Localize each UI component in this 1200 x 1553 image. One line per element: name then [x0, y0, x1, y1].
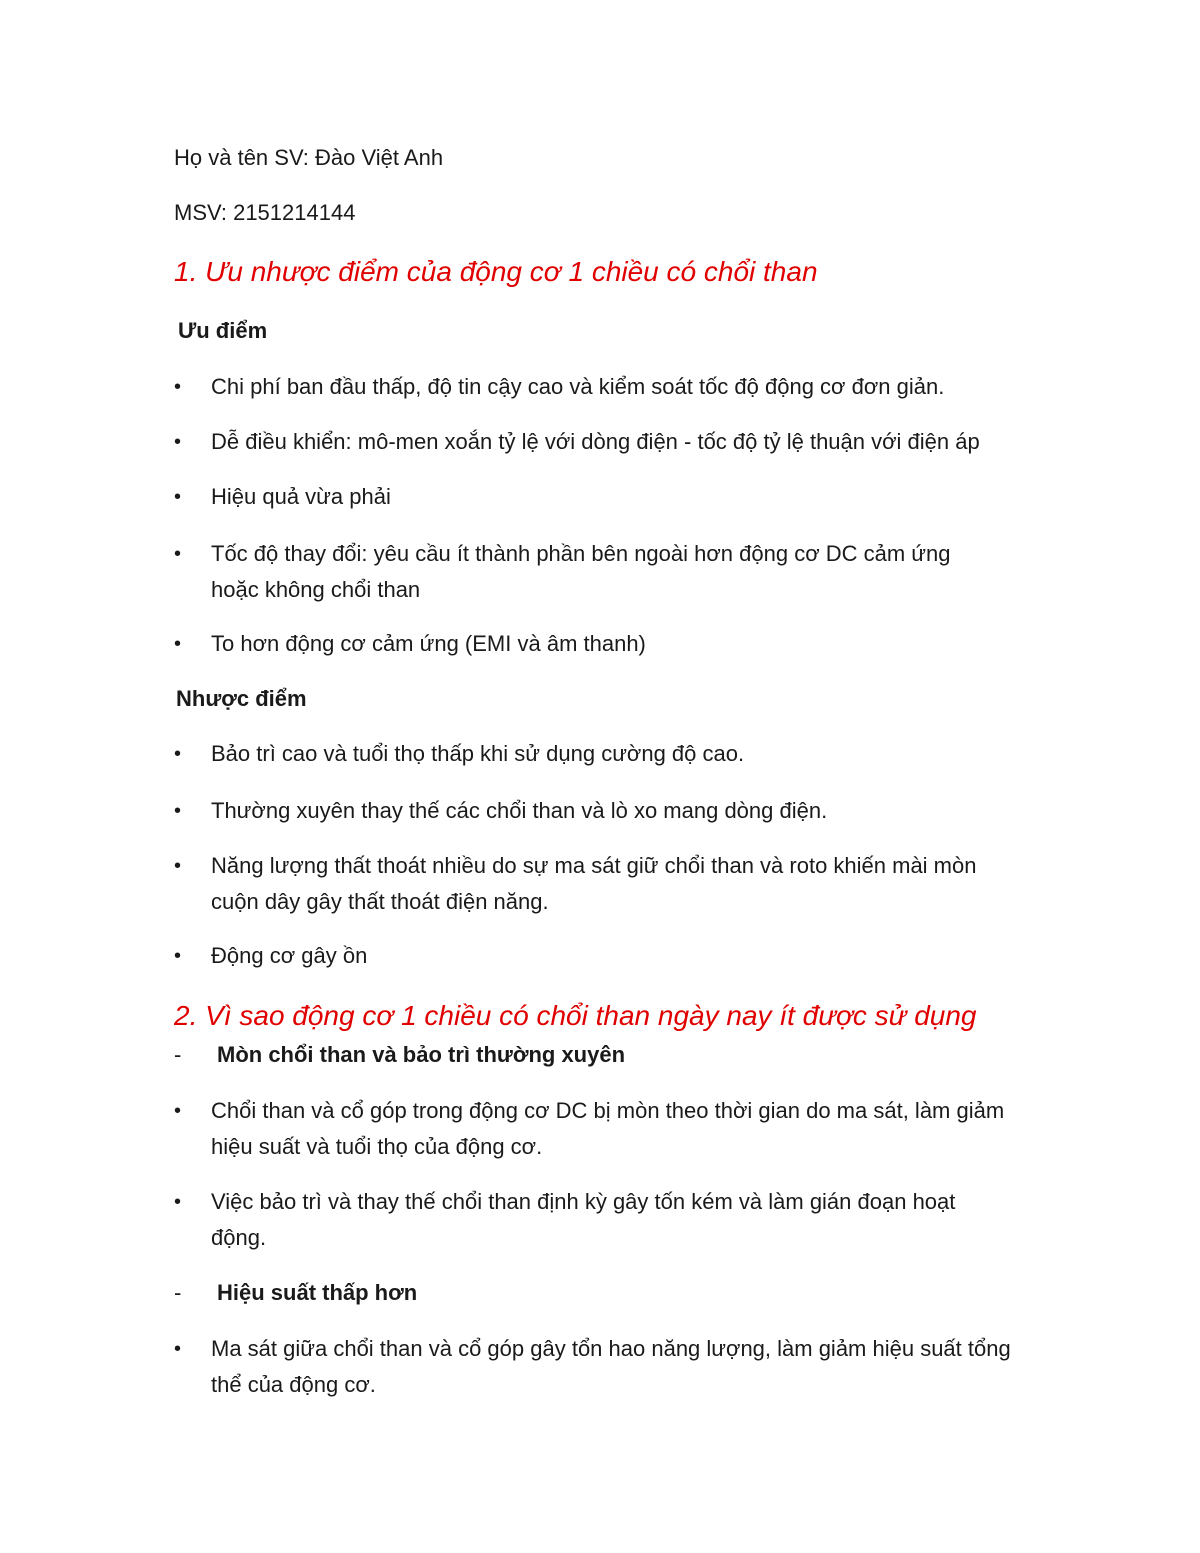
bullet-icon: •: [174, 1100, 182, 1122]
bullet-icon: •: [174, 543, 182, 565]
list-item: • Dễ điều khiển: mô-men xoắn tỷ lệ với dòng điện - tốc độ tỷ lệ thuận với điện áp: [174, 424, 1044, 460]
list-item: • Chổi than và cổ góp trong động cơ DC bị mòn theo thời gian do ma sát, làm giảm hiệu suất và tuổi thọ của động cơ.: [174, 1093, 1044, 1165]
bullet-icon: •: [174, 633, 182, 655]
bullet-icon: •: [174, 376, 182, 398]
bullet-icon: •: [174, 486, 182, 508]
list-item: • Chi phí ban đầu thấp, độ tin cậy cao và kiểm soát tốc độ động cơ đơn giản.: [174, 369, 1044, 405]
section-2-heading: 2. Vì sao động cơ 1 chiều có chổi than ngày nay ít được sử dụng: [174, 1000, 977, 1031]
student-name-line: Họ và tên SV: Đào Việt Anh: [174, 145, 444, 170]
list-item: • Bảo trì cao và tuổi thọ thấp khi sử dụng cường độ cao.: [174, 736, 1044, 772]
bullet-icon: •: [174, 1191, 182, 1213]
bullet-icon: •: [174, 855, 182, 877]
list-item: • Thường xuyên thay thế các chổi than và lò xo mang dòng điện.: [174, 793, 1044, 829]
document-page: Họ và tên SV: Đào Việt Anh MSV: 2151214144 1. Ưu nhược điểm của động cơ 1 chiều có chổi than Ưu điểm • Chi phí ban đầu thấp, độ tin cậy cao và kiểm soát tốc độ động cơ đơn giản. • Dễ điều khiển: mô-men xoắn tỷ lệ với dòng điện - tốc độ tỷ lệ thuận với điện áp • Hiệu quả vừa phải • Tốc độ thay đổi: yêu cầu ít thành phần bên ngoài hơn động cơ DC cảm ứng hoặc không chổi than • To hơn động cơ cảm ứng (EMI và âm thanh) Nhược điểm • Bảo trì cao và tuổi thọ thấp khi sử dụng cường độ cao. • Thường xuyên thay thế các chổi than và lò xo mang dòng điện. • Năng lượng thất thoát nhiều do sự ma sát giữ chổi than và roto khiến mài mòn cuộn dây gây thất thoát điện năng. • Động cơ gây ồn 2. Vì sao động cơ 1 chiều có chổi than ngày nay ít được sử dụng - Mòn chổi than và bảo trì thường xuyên • Chổi than và cổ góp trong động cơ DC bị mòn theo thời gian do ma sát, làm giảm hiệu suất và tuổi thọ của động cơ. • Việc bảo trì và thay thế chổi than định kỳ gây tốn kém và làm gián đoạn hoạt động. - Hiệu suất thấp hơn • Ma sát giữa chổi than và cổ góp gây tổn hao năng lượng, làm giảm hiệu suất tổng thể của động cơ.: [0, 0, 1200, 1553]
list-item: • Việc bảo trì và thay thế chổi than định kỳ gây tốn kém và làm gián đoạn hoạt động.: [174, 1184, 1004, 1256]
bullet-icon: •: [174, 1338, 182, 1360]
cons-label: Nhược điểm: [176, 686, 307, 711]
list-item: • To hơn động cơ cảm ứng (EMI và âm thanh): [174, 626, 1044, 662]
list-item: • Động cơ gây ồn: [174, 938, 1044, 974]
list-item: • Hiệu quả vừa phải: [174, 479, 1044, 515]
list-item: • Năng lượng thất thoát nhiều do sự ma sát giữ chổi than và roto khiến mài mòn cuộn dây gây thất thoát điện năng.: [174, 848, 994, 920]
bullet-icon: •: [174, 743, 182, 765]
bullet-icon: •: [174, 945, 182, 967]
bullet-icon: •: [174, 431, 182, 453]
list-item: • Ma sát giữa chổi than và cổ góp gây tổn hao năng lượng, làm giảm hiệu suất tổng thể của động cơ.: [174, 1331, 1044, 1403]
pros-label: Ưu điểm: [178, 318, 268, 343]
list-item: • Tốc độ thay đổi: yêu cầu ít thành phần bên ngoài hơn động cơ DC cảm ứng hoặc không chổi than: [174, 536, 1004, 608]
student-id-line: MSV: 2151214144: [174, 200, 356, 225]
section-1-heading: 1. Ưu nhược điểm của động cơ 1 chiều có chổi than: [174, 256, 818, 287]
bullet-icon: •: [174, 800, 182, 822]
